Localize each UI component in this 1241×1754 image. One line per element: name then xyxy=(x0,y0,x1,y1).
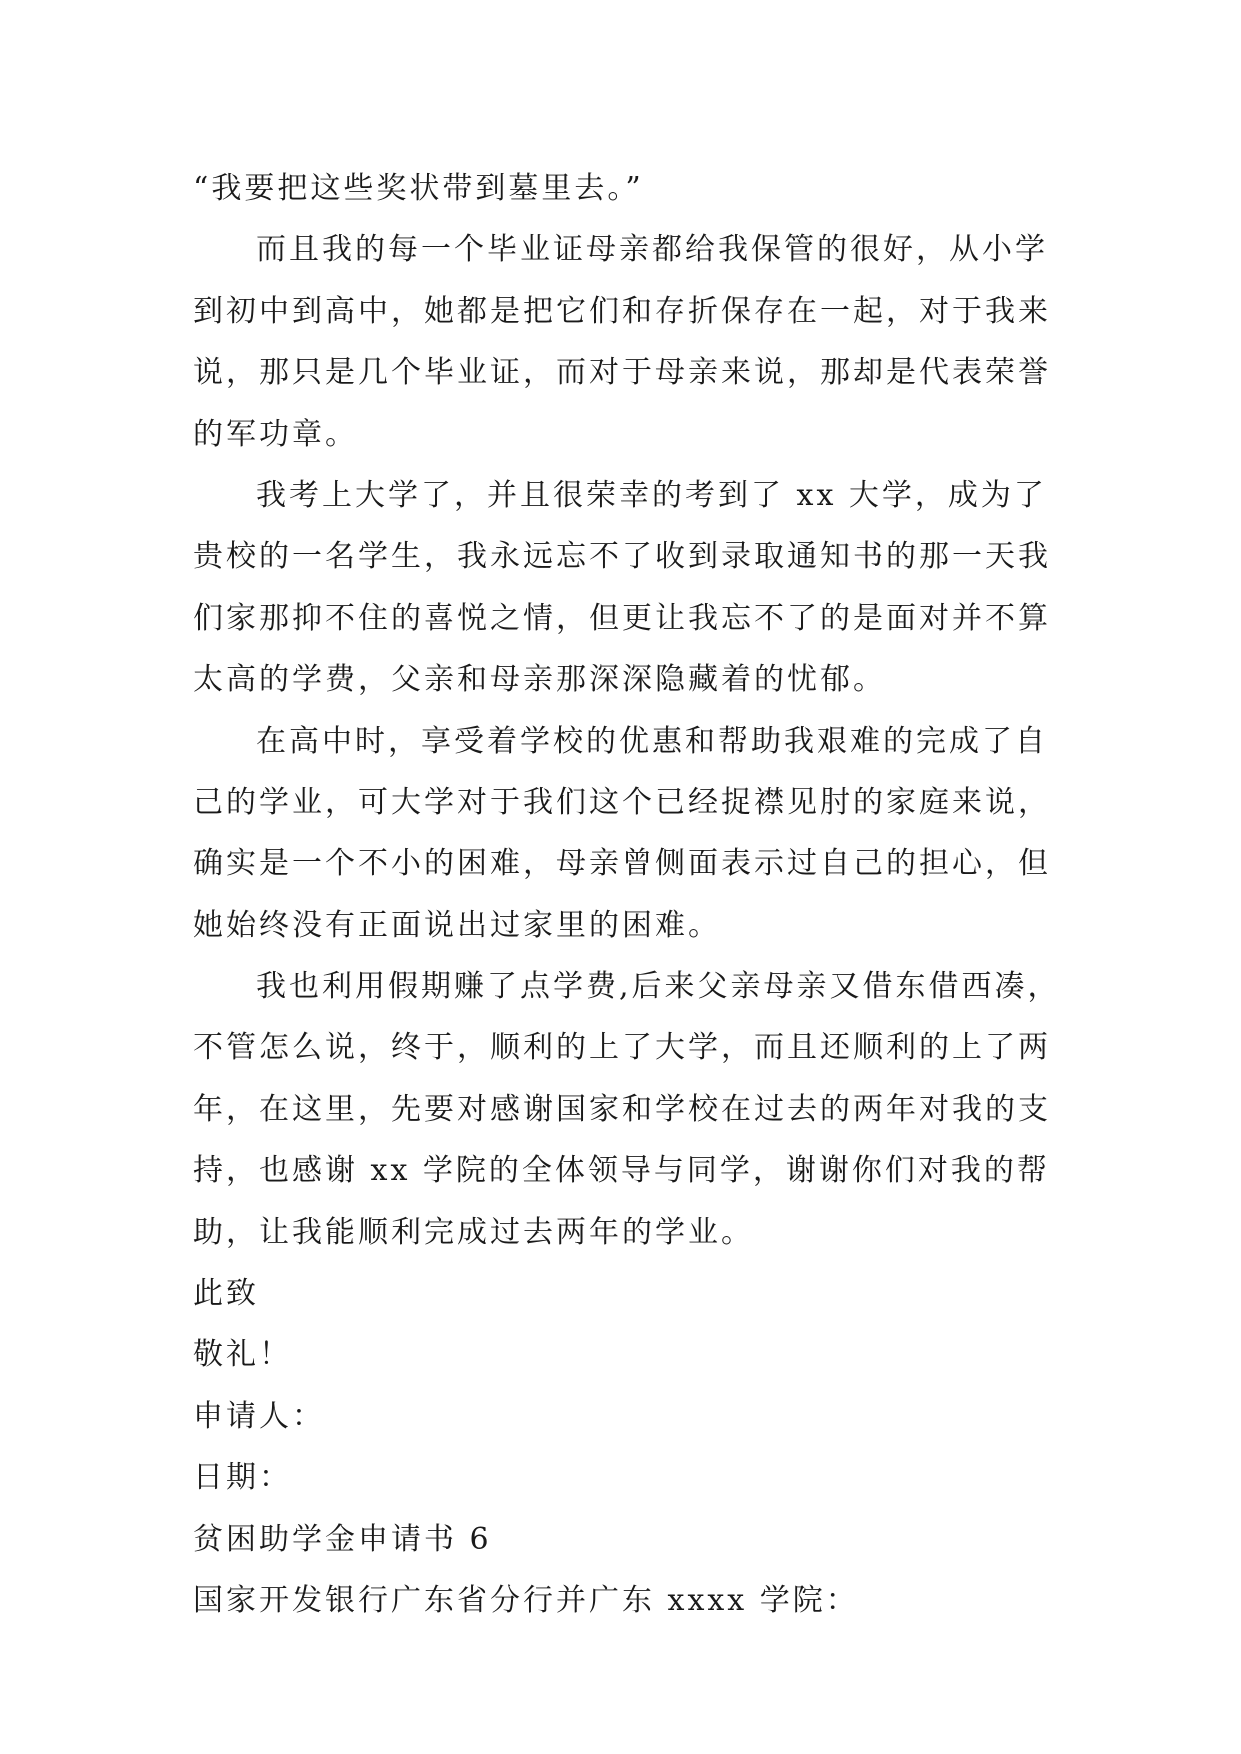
addressee-line: 国家开发银行广东省分行并广东 xxxx 学院： xyxy=(193,1582,859,1618)
text-line: 不管怎么说，终于，顺利的上了大学，而且还顺利的上了两 xyxy=(193,1030,1051,1066)
date-label: 日期： xyxy=(193,1460,292,1496)
paragraph-first-line: 在高中时，享受着学校的优惠和帮助我艰难的完成了自 xyxy=(256,723,1048,759)
paragraph-first-line: 我考上大学了，并且很荣幸的考到了 xx 大学，成为了 xyxy=(256,477,1047,513)
salutation-line: 敬礼！ xyxy=(193,1337,292,1373)
paragraph-first-line: 而且我的每一个毕业证母亲都给我保管的很好，从小学 xyxy=(256,232,1048,268)
text-line: 的军功章。 xyxy=(193,416,358,452)
paragraph-first-line: 我也利用假期赚了点学费,后来父亲母亲又借东借西凑， xyxy=(256,969,1061,1005)
text-line: 们家那抑不住的喜悦之情，但更让我忘不了的是面对并不算 xyxy=(193,600,1051,636)
closing-line: 此致 xyxy=(193,1276,259,1312)
text-line: 说，那只是几个毕业证，而对于母亲来说，那却是代表荣誉 xyxy=(193,355,1051,391)
text-line: 她始终没有正面说出过家里的困难。 xyxy=(193,907,721,943)
text-line: 持，也感谢 xx 学院的全体领导与同学，谢谢你们对我的帮 xyxy=(193,1153,1050,1189)
text-line: 助，让我能顺利完成过去两年的学业。 xyxy=(193,1214,754,1250)
text-line: 年，在这里，先要对感谢国家和学校在过去的两年对我的支 xyxy=(193,1091,1051,1127)
applicant-label: 申请人： xyxy=(193,1398,325,1434)
text-line: 太高的学费，父亲和母亲那深深隐藏着的忧郁。 xyxy=(193,662,886,698)
document-body xyxy=(193,158,1073,1631)
section-title: 贫困助学金申请书 6 xyxy=(193,1521,492,1557)
text-line: 到初中到高中，她都是把它们和存折保存在一起，对于我来 xyxy=(193,293,1051,329)
text-line: 确实是一个不小的困难，母亲曾侧面表示过自己的担心，但 xyxy=(193,846,1051,882)
text-line: “我要把这些奖状带到墓里去。” xyxy=(193,171,644,206)
text-line: 己的学业，可大学对于我们这个已经捉襟见肘的家庭来说， xyxy=(193,784,1051,820)
text-line: 贵校的一名学生，我永远忘不了收到录取通知书的那一天我 xyxy=(193,539,1051,575)
